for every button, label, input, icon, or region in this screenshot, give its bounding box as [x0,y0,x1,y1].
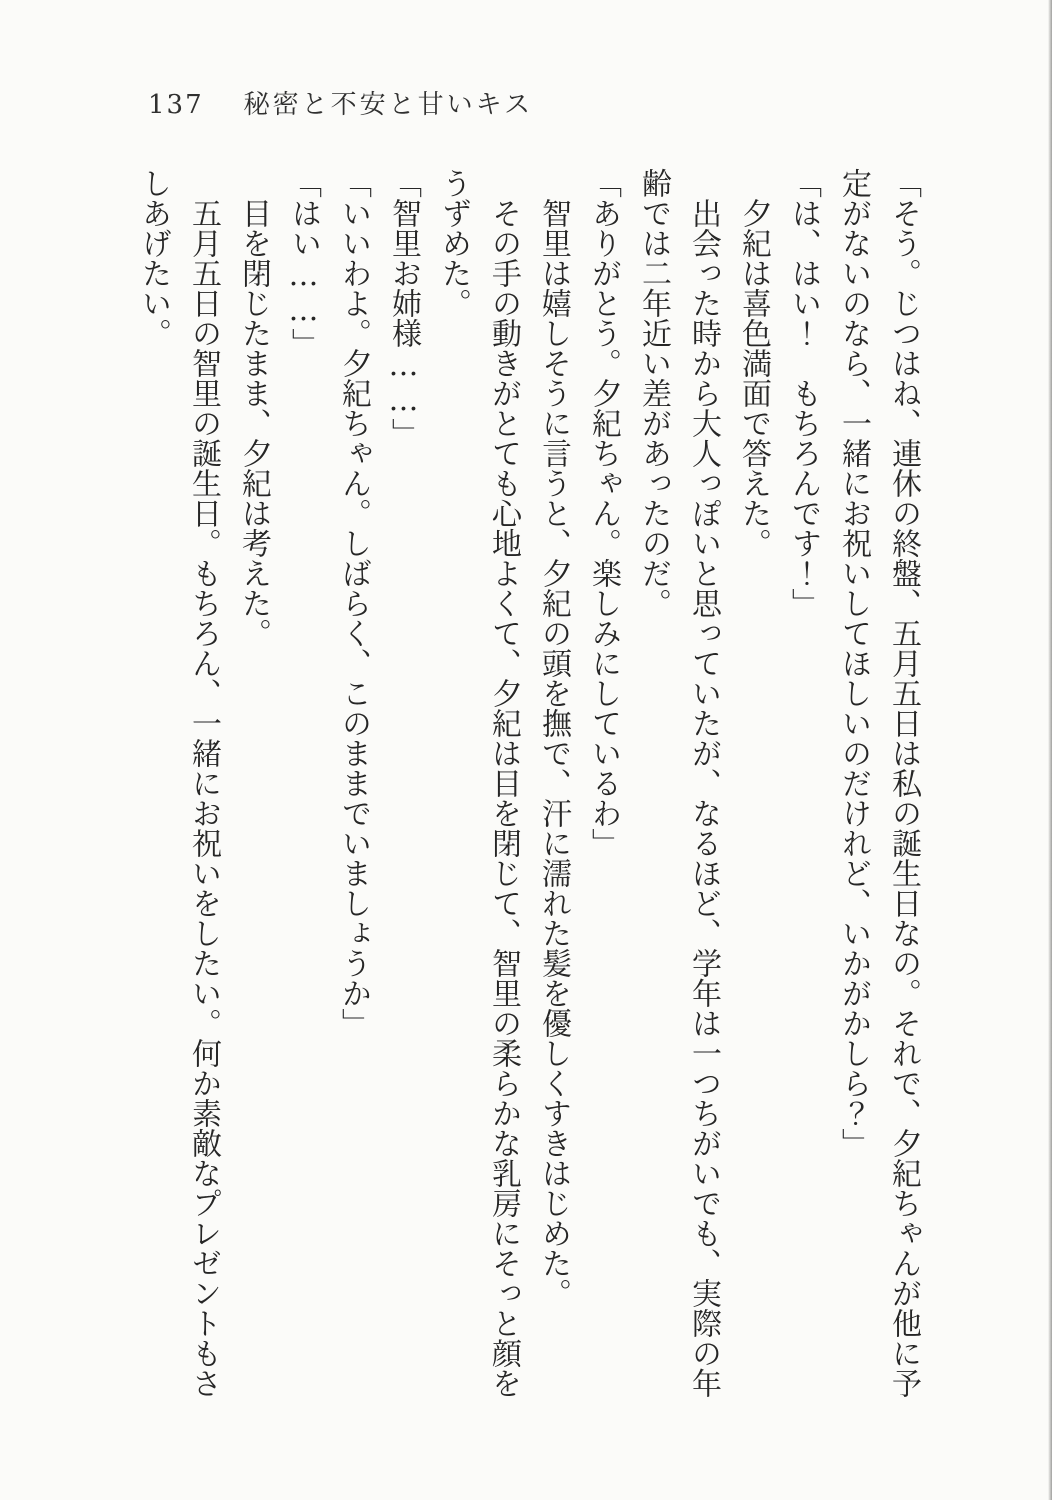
narration-paragraph: 五月五日の智里の誕生日。もちろん、一緒にお祝いをしたい。何か素敵なプレゼントもさしあげたい。 [136,168,221,1398]
narration-paragraph: 智里は嬉しそうに言うと、夕紀の頭を撫で、汗に濡れた髪を優しくすきはじめた。 [536,198,571,1308]
running-head [148,84,533,121]
scan-edge-shadow [1048,0,1052,1500]
dialogue-paragraph: 「いいわよ。夕紀ちゃん。しばらく、このままでいましょうか」 [336,168,371,1038]
narration-paragraph: 夕紀は喜色満面で答えた。 [736,198,771,558]
narration-paragraph: 目を閉じたまま、夕紀は考えた。 [236,198,271,648]
dialogue-paragraph: 「は、はい！ もちろんです！」 [786,168,821,618]
page-number: 137 [148,90,204,120]
dialogue-paragraph: 「そう。じつはね、連休の終盤、五月五日は私の誕生日なの。それで、夕紀ちゃんが他に予定がないのなら、一緒にお祝いしてほしいのだけれど、いかがかしら？」 [836,168,921,1398]
narration-paragraph: その手の動きがとても心地よくて、夕紀は目を閉じて、智里の柔らかな乳房にそっと顔をうずめた。 [436,168,521,1398]
chapter-title: 秘密と不安と甘いキス [243,90,534,120]
dialogue-paragraph: 「はい……」 [286,168,321,358]
narration-paragraph: 出会った時から大人っぽいと思っていたが、なるほど、学年は一つちがいでも、実際の年齢では二年近い差があったのだ。 [636,168,721,1398]
body-text [128,168,928,1400]
dialogue-paragraph: 「智里お姉様……」 [386,168,421,448]
dialogue-paragraph: 「ありがとう。夕紀ちゃん。楽しみにしているわ」 [586,168,621,858]
